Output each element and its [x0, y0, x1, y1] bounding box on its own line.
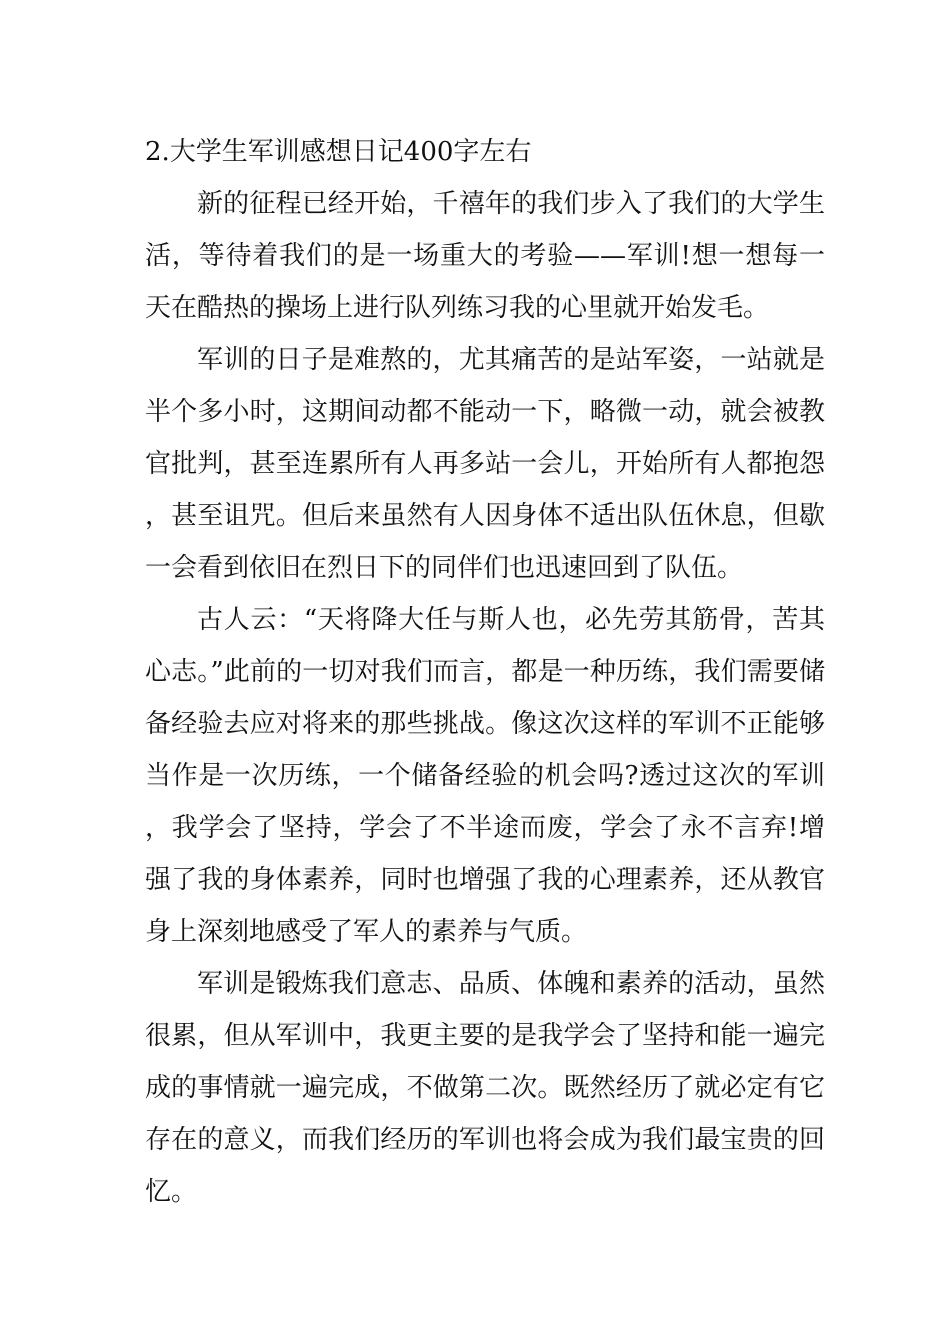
document-heading: 2.大学生军训感想日记400字左右 — [145, 137, 532, 167]
paragraph-3: 古人云：“天将降大任与斯人也，必先劳其筋骨，苦其心志。”此前的一切对我们而言，都是一种历练，我们需要储备经验去应对将来的那些挑战。像这次这样的军训不正能够当作是一次历练，一个储备经验的机会吗?透过这次的军训，我学会了坚持，学会了不半途而废，学会了永不言弃!增强了我的身体素养，同时也增强了我的心理素养，还从教官身上深刻地感受了军人的素养与气质。 — [145, 605, 825, 947]
document-content — [145, 126, 825, 1218]
paragraph-1: 新的征程已经开始，千禧年的我们步入了我们的大学生活，等待着我们的是一场重大的考验——军训!想一想每一天在酷热的操场上进行队列练习我的心里就开始发毛。 — [145, 189, 825, 323]
paragraph-4: 军训是锻炼我们意志、品质、体魄和素养的活动，虽然很累，但从军训中，我更主要的是我学会了坚持和能一遍完成的事情就一遍完成，不做第二次。既然经历了就必定有它存在的意义，而我们经历的军训也将会成为我们最宝贵的回忆。 — [145, 969, 825, 1207]
paragraph-2: 军训的日子是难熬的，尤其痛苦的是站军姿，一站就是半个多小时，这期间动都不能动一下，略微一动，就会被教官批判，甚至连累所有人再多站一会儿，开始所有人都抱怨，甚至诅咒。但后来虽然有人因身体不适出队伍休息，但歇一会看到依旧在烈日下的同伴们也迅速回到了队伍。 — [145, 345, 825, 583]
